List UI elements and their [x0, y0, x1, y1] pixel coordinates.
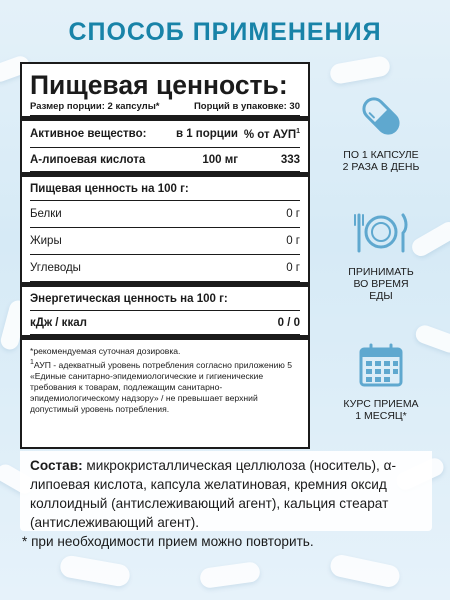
energy-row: кДж / ккал 0 / 0: [30, 311, 300, 335]
serving-info: [30, 101, 300, 116]
nutrition-header-row: Пищевая ценность на 100 г:: [30, 177, 300, 201]
instruction-course: [326, 343, 436, 422]
active-header-row: Активное вещество: в 1 порции % от АУП$^1$: [30, 121, 300, 148]
nutrition-row: Жиры 0 г: [30, 228, 300, 255]
nutrition-title: Пищевая ценность:: [30, 70, 288, 100]
footnote-aup: $^1$АУП - адекватный уровень потребления согласно приложению 5 «Единые санитарно-эпидемиологические и гигиенические требования к товарам, подлежащим санитарно-эпидемиологическому надзору» / не превышает верхний допустимый уровень потребления.: [30, 359, 292, 414]
capsule-icon: [357, 92, 405, 140]
active-row: А-липоевая кислота 100 мг 333: [30, 148, 300, 172]
servings-per-pack: Порций в упаковке: 30: [193, 101, 300, 112]
composition: [20, 451, 432, 531]
nutrition-row: Углеводы 0 г: [30, 255, 300, 282]
nutrition-label: [20, 62, 310, 449]
footnote: * при необходимости прием можно повторить.: [22, 534, 314, 549]
page-title: СПОСОБ ПРИМЕНЕНИЯ: [68, 18, 382, 46]
footnote-dosage: *рекомендуемая суточная дозировка.: [30, 346, 181, 356]
composition-label: Состав:: [30, 458, 83, 473]
instruction-capsule: [326, 92, 436, 173]
plate-cutlery-icon: [351, 207, 411, 257]
bg-capsule: [328, 553, 401, 589]
energy-header-row: Энергетическая ценность на 100 г:: [30, 287, 300, 311]
composition-text: микрокристаллическая целлюлоза (носитель), α-липоевая кислота, капсула желатиновая, кремния оксид коллоидный (антислеживающий агент), кальция стеарат (антислеживающий агент).: [30, 458, 396, 530]
instruction-label: ПРИНИМАТЬ ВО ВРЕМЯ ЕДЫ: [348, 266, 414, 302]
instruction-label: КУРС ПРИЕМА 1 МЕСЯЦ*: [343, 398, 419, 422]
nutrition-row: Белки 0 г: [30, 201, 300, 228]
bg-capsule: [59, 554, 132, 588]
instruction-label: ПО 1 КАПСУЛЕ 2 РАЗА В ДЕНЬ: [342, 149, 420, 173]
instruction-meal: [326, 207, 436, 302]
calendar-icon: [357, 343, 405, 389]
bg-capsule: [199, 561, 261, 589]
serving-size: Размер порции: 2 капсулы*: [30, 101, 160, 112]
footnotes: [30, 340, 300, 415]
bg-capsule: [329, 55, 392, 85]
